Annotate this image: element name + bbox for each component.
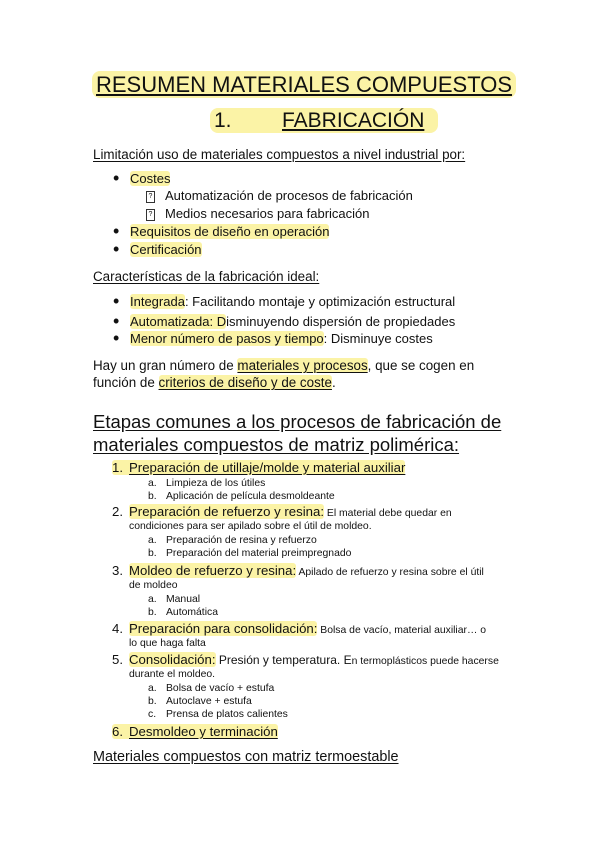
stage-subitem-text: Automática bbox=[166, 607, 218, 618]
missing-glyph-icon: ? bbox=[146, 209, 155, 221]
stage-step-highlight bbox=[112, 724, 278, 739]
list-item-text: isminuyendo dispersión de propiedades bbox=[226, 314, 456, 329]
paragraph-line bbox=[93, 375, 336, 390]
stage-description: de moldeo bbox=[129, 580, 178, 591]
stage-number: 4. bbox=[112, 621, 123, 636]
stage-subitem-text: Prensa de platos calientes bbox=[166, 709, 288, 720]
stage-description: durante el moldeo. bbox=[129, 669, 216, 680]
stages-heading bbox=[93, 410, 501, 456]
document-title bbox=[92, 72, 516, 98]
list-subitem-text: Medios necesarios para fabricación bbox=[165, 206, 370, 221]
stage-label: Consolidación: bbox=[129, 652, 216, 667]
stage-number: 2. bbox=[112, 504, 123, 519]
paragraph-text: , que se cogen en bbox=[367, 358, 475, 373]
paragraph-highlight: materiales y procesos bbox=[237, 358, 368, 373]
stage-number: 3. bbox=[112, 563, 123, 578]
stage-step bbox=[112, 652, 499, 667]
stage-step bbox=[112, 504, 452, 519]
paragraph-text: Hay un gran número de bbox=[93, 358, 238, 373]
stage-step bbox=[112, 621, 486, 636]
stages-heading-line: Etapas comunes a los procesos de fabricación de bbox=[93, 411, 502, 432]
list-item bbox=[130, 171, 170, 186]
stage-step bbox=[112, 460, 405, 475]
list-subitem bbox=[146, 188, 413, 203]
stage-subitem-text: Preparación de resina y refuerzo bbox=[166, 535, 317, 546]
stage-number: 6. bbox=[112, 724, 123, 739]
list-item-text: : Disminuye costes bbox=[323, 331, 433, 346]
stage-description: Presión y temperatura. E bbox=[215, 653, 352, 667]
stage-subitem bbox=[148, 491, 335, 502]
list-item-text: Requisitos de diseño en operación bbox=[130, 224, 330, 239]
final-heading: Materiales compuestos con matriz termoestable bbox=[93, 749, 399, 765]
paragraph-text: función de bbox=[93, 375, 159, 390]
stage-subitem-letter: a. bbox=[148, 594, 157, 605]
list-item bbox=[130, 331, 433, 346]
document-title-text: RESUMEN MATERIALES COMPUESTOS bbox=[92, 71, 516, 98]
list-item-label: Menor número de pasos y tiempo bbox=[130, 331, 324, 346]
stage-label: Preparación para consolidación: bbox=[129, 621, 318, 636]
stage-subitem-text: Manual bbox=[166, 594, 201, 605]
stage-subitem-letter: b. bbox=[148, 696, 157, 707]
stage-subitem bbox=[148, 696, 252, 707]
stage-subitem bbox=[148, 478, 265, 489]
list-subitem-text: Automatización de procesos de fabricación bbox=[165, 188, 413, 203]
paragraph-text: . bbox=[331, 375, 336, 390]
stage-step-highlight bbox=[112, 460, 405, 475]
stage-number: 1. bbox=[112, 460, 123, 475]
ideal-heading: Características de la fabricación ideal: bbox=[93, 269, 320, 284]
stage-subitem-letter: b. bbox=[148, 607, 157, 618]
stage-number: 5. bbox=[112, 652, 123, 667]
stage-subitem bbox=[148, 535, 317, 546]
list-item-label: Integrada bbox=[130, 294, 185, 309]
stage-label: Desmoldeo y terminación bbox=[129, 724, 278, 739]
stage-subitem bbox=[148, 594, 200, 605]
stage-subitem-letter: a. bbox=[148, 683, 157, 694]
stage-subitem bbox=[148, 709, 288, 720]
stage-subitem-text: Bolsa de vacío + estufa bbox=[166, 683, 275, 694]
list-item bbox=[130, 242, 202, 257]
stage-description: Bolsa de vacío, material auxiliar… o bbox=[317, 625, 487, 636]
stage-description: Apilado de refuerzo y resina sobre el útil bbox=[296, 567, 484, 578]
paragraph-highlight: criterios de diseño y de coste bbox=[158, 375, 332, 390]
stage-subitem-letter: a. bbox=[148, 535, 157, 546]
stage-step bbox=[112, 724, 278, 739]
stage-subitem bbox=[148, 683, 274, 694]
list-item-text: : Facilitando montaje y optimización estructural bbox=[184, 294, 456, 309]
stage-description: n termoplásticos puede hacerse bbox=[351, 656, 499, 667]
section-heading-highlight bbox=[210, 108, 438, 133]
section-number: 1. bbox=[214, 109, 232, 132]
stage-subitem-text: Aplicación de película desmoldeante bbox=[166, 491, 335, 502]
list-subitem bbox=[146, 206, 370, 221]
stage-description: condiciones para ser apilado sobre el útil de moldeo. bbox=[129, 521, 372, 532]
stage-label: Moldeo de refuerzo y resina: bbox=[129, 563, 297, 578]
section-heading bbox=[210, 109, 438, 133]
stage-subitem-text: Autoclave + estufa bbox=[166, 696, 252, 707]
list-item bbox=[130, 224, 329, 239]
list-item bbox=[130, 294, 455, 309]
stage-description: lo que haga falta bbox=[129, 638, 206, 649]
stage-subitem-letter: c. bbox=[148, 709, 157, 720]
stage-label: Preparación de refuerzo y resina: bbox=[129, 504, 324, 519]
section-title: FABRICACIÓN bbox=[282, 109, 425, 132]
stage-subitem-letter: b. bbox=[148, 491, 157, 502]
stage-subitem bbox=[148, 607, 218, 618]
stage-subitem-text: Limpieza de los útiles bbox=[166, 478, 266, 489]
stages-heading-line: materiales compuestos de matriz polimérica: bbox=[93, 434, 460, 455]
paragraph-line bbox=[93, 358, 474, 373]
list-item-text: Certificación bbox=[130, 242, 202, 257]
list-item bbox=[130, 314, 455, 329]
stage-description: El material debe quedar en bbox=[324, 508, 452, 519]
list-item-text: Costes bbox=[130, 171, 171, 186]
stage-subitem-letter: a. bbox=[148, 478, 157, 489]
stage-label: Preparación de utillaje/molde y material auxiliar bbox=[129, 460, 406, 475]
stage-subitem-text: Preparación del material preimpregnado bbox=[166, 548, 352, 559]
stage-subitem-letter: b. bbox=[148, 548, 157, 559]
list-item-label: Automatizada: D bbox=[130, 314, 227, 329]
limitation-heading: Limitación uso de materiales compuestos a nivel industrial por: bbox=[93, 147, 466, 162]
stage-step bbox=[112, 563, 484, 578]
missing-glyph-icon: ? bbox=[146, 191, 155, 203]
stage-subitem bbox=[148, 548, 351, 559]
